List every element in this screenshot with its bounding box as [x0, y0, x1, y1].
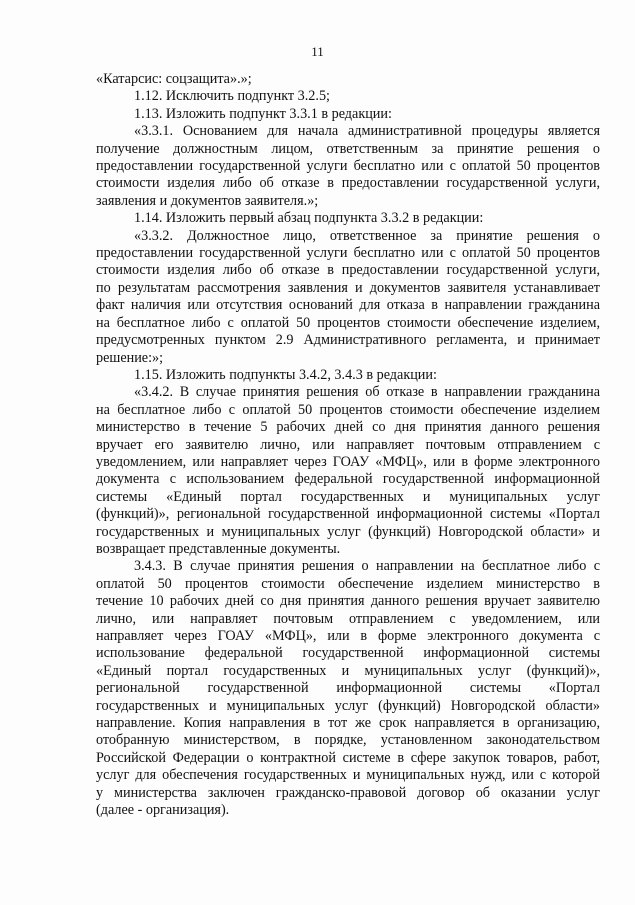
text-line: министерство в течение 5 рабочих дней со дня принятия данного решения	[96, 419, 600, 436]
text-line: «Единый портал государственных и муниципальных услуг (функций)»,	[96, 662, 600, 679]
text-line: 3.4.3. В случае принятия решения о направлении на бесплатное либо с	[134, 558, 600, 575]
text-line: предоставлении государственной услуги бесплатно или с оплатой 50 процентов	[96, 245, 600, 262]
text-line: отобранную министерством, в порядке, установленном законодательством	[96, 732, 600, 749]
document-body	[96, 71, 600, 819]
page-number: 11	[311, 44, 324, 59]
text-line: предоставлении государственной услуги бесплатно или с оплатой 50 процентов	[96, 158, 600, 175]
text-line: «Катарсис: соцзащита».»;	[96, 71, 252, 87]
text-line: факт наличия или отсутствия оснований для отказа в направлении гражданина	[96, 297, 600, 314]
text-line: стоимости изделия либо об отказе в предоставлении государственной услуги,	[96, 262, 600, 279]
text-line: на бесплатное либо с оплатой 50 процентов стоимости обеспечение изделием,	[96, 314, 600, 331]
text-line: использование федеральной государственной информационной системы	[96, 645, 600, 662]
text-line: направляет через ГОАУ «МФЦ», или в форме электронного документа с	[96, 628, 600, 644]
text-line: по результатам рассмотрения заявления и документов заявителя устанавливает	[96, 279, 600, 296]
text-line: течение 10 рабочих дней со дня принятия данного решения вручает заявителю	[96, 593, 600, 610]
text-line: у министерства заключен гражданско-правовой договор об оказании услуг	[96, 784, 600, 801]
text-line: направление. Копия направления в тот же срок направляется в организацию,	[96, 715, 600, 732]
text-line: предусмотренных пунктом 2.9 Административного регламента, и принимает	[96, 332, 600, 349]
text-line: «3.3.2. Должностное лицо, ответственное за принятие решения о	[134, 227, 600, 244]
text-line: услуг для обеспечения государственных и муниципальных нужд, или с которой	[96, 767, 600, 784]
text-line: заявления и документов заявителя.»;	[96, 192, 319, 209]
text-line: получение должностным лицом, ответственным за принятие решения о	[96, 140, 600, 157]
text-line: 1.12. Исключить подпункт 3.2.5;	[134, 88, 330, 105]
text-line: возвращает представленные документы.	[96, 540, 341, 557]
text-line: региональной государственной информационной системы «Портал	[96, 680, 600, 697]
text-line: государственных и муниципальных услуг (функций) Новгородской области»	[96, 697, 600, 714]
text-line: 1.13. Изложить подпункт 3.3.1 в редакции:	[134, 105, 392, 122]
text-line: уведомлением, или направляет через ГОАУ «МФЦ», или в форме электронного	[96, 453, 600, 470]
text-line: вручает его заявителю лично, или направляет почтовым отправлением с	[96, 436, 600, 453]
text-line: системы «Единый портал государственных и муниципальных услуг	[96, 488, 600, 505]
text-line: Российской Федерации о контрактной системе в сфере закупок товаров, работ,	[96, 749, 600, 766]
text-line: 1.15. Изложить подпункты 3.4.2, 3.4.3 в редакции:	[134, 366, 437, 383]
text-line: (далее - организация).	[96, 802, 230, 819]
text-line: оплатой 50 процентов стоимости обеспечение изделием министерство в	[96, 575, 600, 592]
text-line: (функций)», региональной государственной информационной системы «Портал	[96, 506, 600, 523]
text-line: лично, или направляет почтовым отправлением с уведомлением, или	[96, 610, 600, 627]
text-line: на бесплатное либо с оплатой 50 процентов стоимости обеспечение изделием	[96, 401, 600, 418]
text-line: документа с использованием федеральной государственной информационной	[96, 471, 600, 488]
text-line: «3.4.2. В случае принятия решения об отказе в направлении гражданина	[134, 384, 600, 401]
document-text	[96, 71, 600, 819]
text-line: решение:»;	[96, 349, 164, 366]
text-line: стоимости изделия либо об отказе в предоставлении государственной услуги,	[96, 175, 600, 192]
text-line: государственных и муниципальных услуг (функций) Новгородской области» и	[96, 523, 600, 540]
text-line: «3.3.1. Основанием для начала административной процедуры является	[134, 123, 600, 140]
text-line: 1.14. Изложить первый абзац подпункта 3.3.2 в редакции:	[134, 210, 484, 227]
